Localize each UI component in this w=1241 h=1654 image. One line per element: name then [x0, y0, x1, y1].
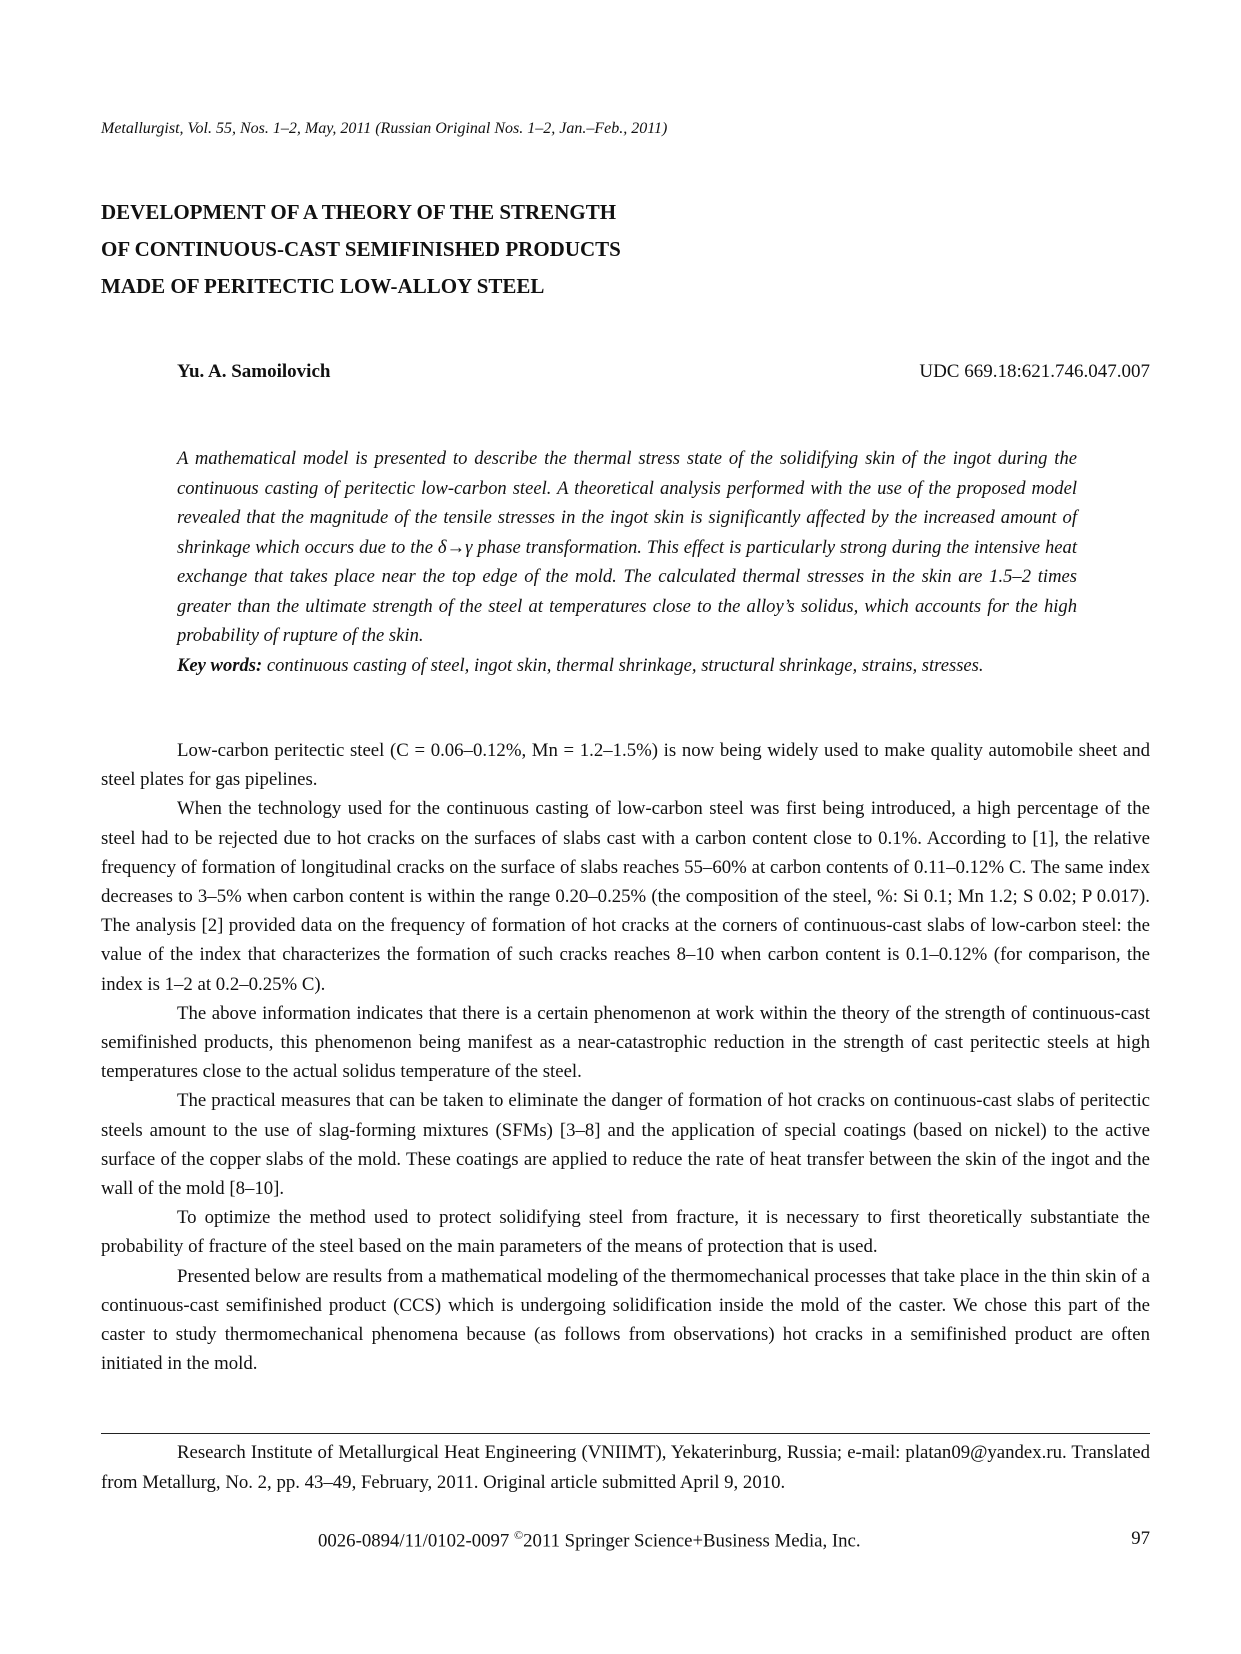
title-line: DEVELOPMENT OF A THEORY OF THE STRENGTH: [101, 200, 617, 224]
title-line: MADE OF PERITECTIC LOW-ALLOY STEEL: [101, 274, 545, 298]
copyright-line: [318, 1528, 861, 1552]
body-text: [101, 736, 1150, 1378]
footnote: [101, 1438, 1150, 1498]
keywords-text: continuous casting of steel, ingot skin, thermal shrinkage, structural shrinkage, strains, stresses.: [262, 654, 984, 676]
page-number: 97: [1131, 1528, 1150, 1549]
body-paragraph: To optimize the method used to protect solidifying steel from fracture, it is necessary to first theoretically substantiate the probability of fracture of the steel based on the main parameters of the means of protection that is used.: [101, 1207, 1150, 1258]
body-paragraph: The practical measures that can be taken to eliminate the danger of formation of hot cracks on continuous-cast slabs of peritectic steels amount to the use of slag-forming mixtures (SFMs) [3–8] and the application of special coatings (based on nickel) to the active surface of the copper slabs of the mold. These coatings are applied to reduce the rate of heat transfer between the skin of the ingot and the wall of the mold [8–10].: [101, 1090, 1150, 1200]
footnote-divider: [101, 1433, 1150, 1434]
body-paragraph: Low-carbon peritectic steel (C = 0.06–0.12%, Mn = 1.2–1.5%) is now being widely used to make quality automobile sheet and steel plates for gas pipelines.: [101, 740, 1150, 791]
body-paragraph: Presented below are results from a mathematical modeling of the thermomechanical processes that take place in the thin skin of a continuous-cast semifinished product (CCS) which is undergoing solidification inside the mold of the caster. We chose this part of the caster to study thermomechanical phenomena because (as follows from observations) hot cracks in a semifinished product are often initiated in the mold.: [101, 1265, 1150, 1375]
publisher-text: 2011 Springer Science+Business Media, Inc.: [523, 1530, 861, 1552]
keywords-label: Key words:: [177, 654, 263, 676]
copyright-symbol: ©: [513, 1528, 524, 1542]
udc-code: UDC 669.18:621.746.047.007: [919, 361, 1150, 382]
article-title: [101, 194, 861, 305]
issn-code: 0026-0894/11/0102-0097: [318, 1530, 514, 1552]
journal-citation: Metallurgist, Vol. 55, Nos. 1–2, May, 2011 (Russian Original Nos. 1–2, Jan.–Feb., 2011): [101, 120, 668, 137]
body-paragraph: When the technology used for the continuous casting of low-carbon steel was first being introduced, a high percentage of the steel had to be rejected due to hot cracks on the surfaces of slabs cast with a carbon content close to 0.1%. According to [1], the relative frequency of formation of longitudinal cracks on the surface of slabs reaches 55–60% at carbon contents of 0.11–0.12% C. The same index decreases to 3–5% when carbon content is within the range 0.20–0.25% (the composition of the steel, %: Si 0.1; Mn 1.2; S 0.02; P 0.017). The analysis [2] provided data on the frequency of formation of hot cracks at the corners of continuous-cast slabs of low-carbon steel: the value of the index that characterizes the formation of such cracks reaches 8–10 when carbon content is 0.1–0.12% (for comparison, the index is 1–2 at 0.2–0.25% C).: [101, 798, 1150, 995]
title-line: OF CONTINUOUS-CAST SEMIFINISHED PRODUCTS: [101, 237, 621, 261]
abstract: [177, 444, 1077, 680]
author-name: Yu. A. Samoilovich: [177, 361, 331, 382]
footnote-text: Research Institute of Metallurgical Heat Engineering (VNIIMT), Yekaterinburg, Russia; e-mail: platan09@yandex.ru. Translated from Metallurg, No. 2, pp. 43–49, February, 2011. Original article submitted April 9, 2010.: [101, 1442, 1150, 1493]
abstract-text: A mathematical model is presented to describe the thermal stress state of the solidifying skin of the ingot during the continuous casting of peritectic low-carbon steel. A theoretical analysis performed with the use of the proposed model revealed that the magnitude of the tensile stresses in the ingot skin is significantly affected by the increased amount of shrinkage which occurs due to the δ→γ phase transformation. This effect is particularly strong during the intensive heat exchange that takes place near the top edge of the mold. The calculated thermal stresses in the skin are 1.5–2 times greater than the ultimate strength of the steel at temperatures close to the alloy’s solidus, which accounts for the high probability of rupture of the skin.: [177, 448, 1077, 646]
body-paragraph: The above information indicates that there is a certain phenomenon at work within the theory of the strength of continuous-cast semifinished products, this phenomenon being manifest as a near-catastrophic reduction in the strength of cast peritectic steels at high temperatures close to the actual solidus temperature of the steel.: [101, 1002, 1150, 1083]
